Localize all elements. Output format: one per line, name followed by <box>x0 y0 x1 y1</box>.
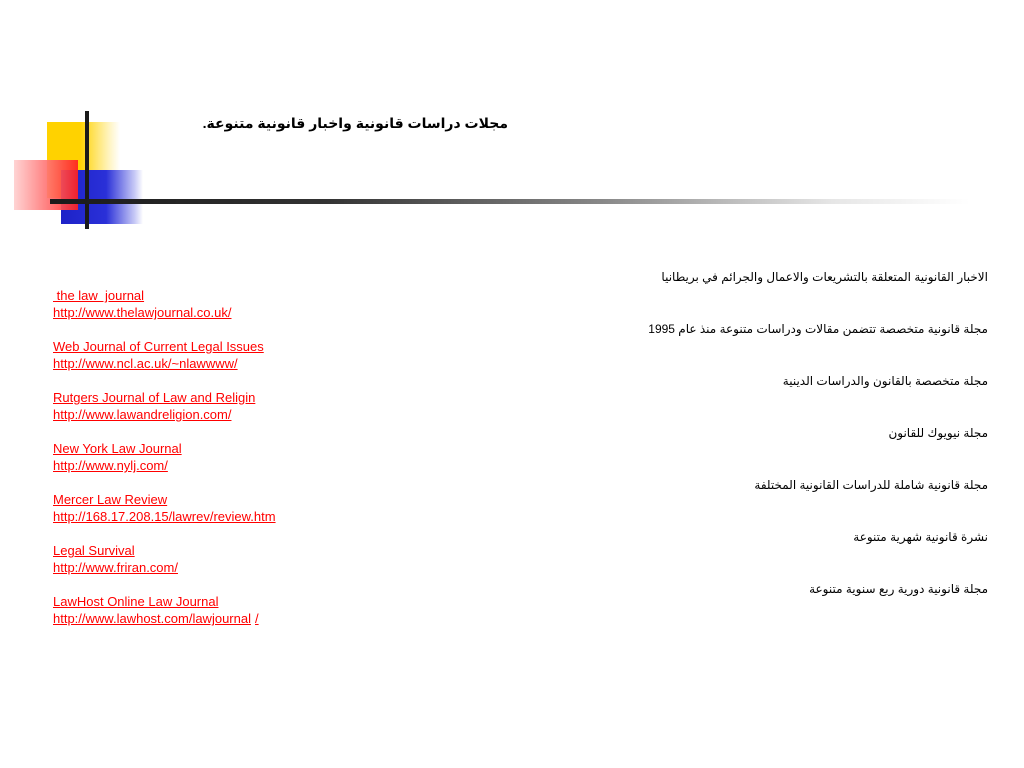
journal-description: الاخبار القانونية المتعلقة بالتشريعات والاعمال والجرائم في بريطانيا <box>661 270 988 284</box>
journal-url-suffix[interactable]: / <box>254 611 259 626</box>
journal-entry <box>53 440 353 491</box>
journal-url-line <box>53 610 353 627</box>
title-underline-rule <box>50 199 970 204</box>
journal-description: مجلة قانونية دورية ربع سنوية متنوعة <box>809 582 988 596</box>
journal-entry <box>53 338 353 389</box>
journal-description: مجلة قانونية متخصصة تتضمن مقالات ودراسات متنوعة منذ عام 1995 <box>648 322 988 336</box>
journal-description: نشرة قانونية شهرية متنوعة <box>853 530 988 544</box>
journal-links-list <box>53 287 353 644</box>
journal-name-link[interactable]: Rutgers Journal of Law and Religin <box>53 390 256 405</box>
journal-url-link[interactable]: http://www.friran.com/ <box>53 560 178 575</box>
journal-name-link[interactable]: Legal Survival <box>53 543 135 558</box>
decor-vertical-rule <box>85 111 89 229</box>
journal-name-link[interactable]: the law journal <box>53 288 145 303</box>
journal-url-link[interactable]: http://www.nylj.com/ <box>53 458 168 473</box>
slide-title: مجلات دراسات قانونية واخبار قانونية متنوعة. <box>202 115 508 131</box>
journal-name-link[interactable]: New York Law Journal <box>53 441 182 456</box>
journal-description: مجلة متخصصة بالقانون والدراسات الدينية <box>782 374 988 388</box>
journal-entry <box>53 389 353 440</box>
journal-descriptions-list <box>528 267 988 631</box>
journal-name-link[interactable]: Mercer Law Review <box>53 492 168 507</box>
journal-name-link[interactable]: LawHost Online Law Journal <box>53 594 219 609</box>
journal-entry <box>53 542 353 593</box>
journal-url-link[interactable]: http://www.ncl.ac.uk/~nlawwww/ <box>53 356 238 371</box>
journal-url-link[interactable]: http://www.lawandreligion.com/ <box>53 407 232 422</box>
journal-entry <box>53 593 353 644</box>
journal-description: مجلة نيويوك للقانون <box>888 426 988 440</box>
journal-url-link[interactable]: http://www.thelawjournal.co.uk/ <box>53 305 232 320</box>
journal-url-link[interactable]: http://168.17.208.15/lawrev/review.htm <box>53 509 276 524</box>
journal-name-link[interactable]: Web Journal of Current Legal Issues <box>53 339 264 354</box>
journal-entry <box>53 491 353 542</box>
journal-url-link[interactable]: http://www.lawhost.com/lawjournal <box>53 611 251 626</box>
journal-entry <box>53 287 353 338</box>
journal-description: مجلة قانونية شاملة للدراسات القانونية المختلفة <box>754 478 988 492</box>
